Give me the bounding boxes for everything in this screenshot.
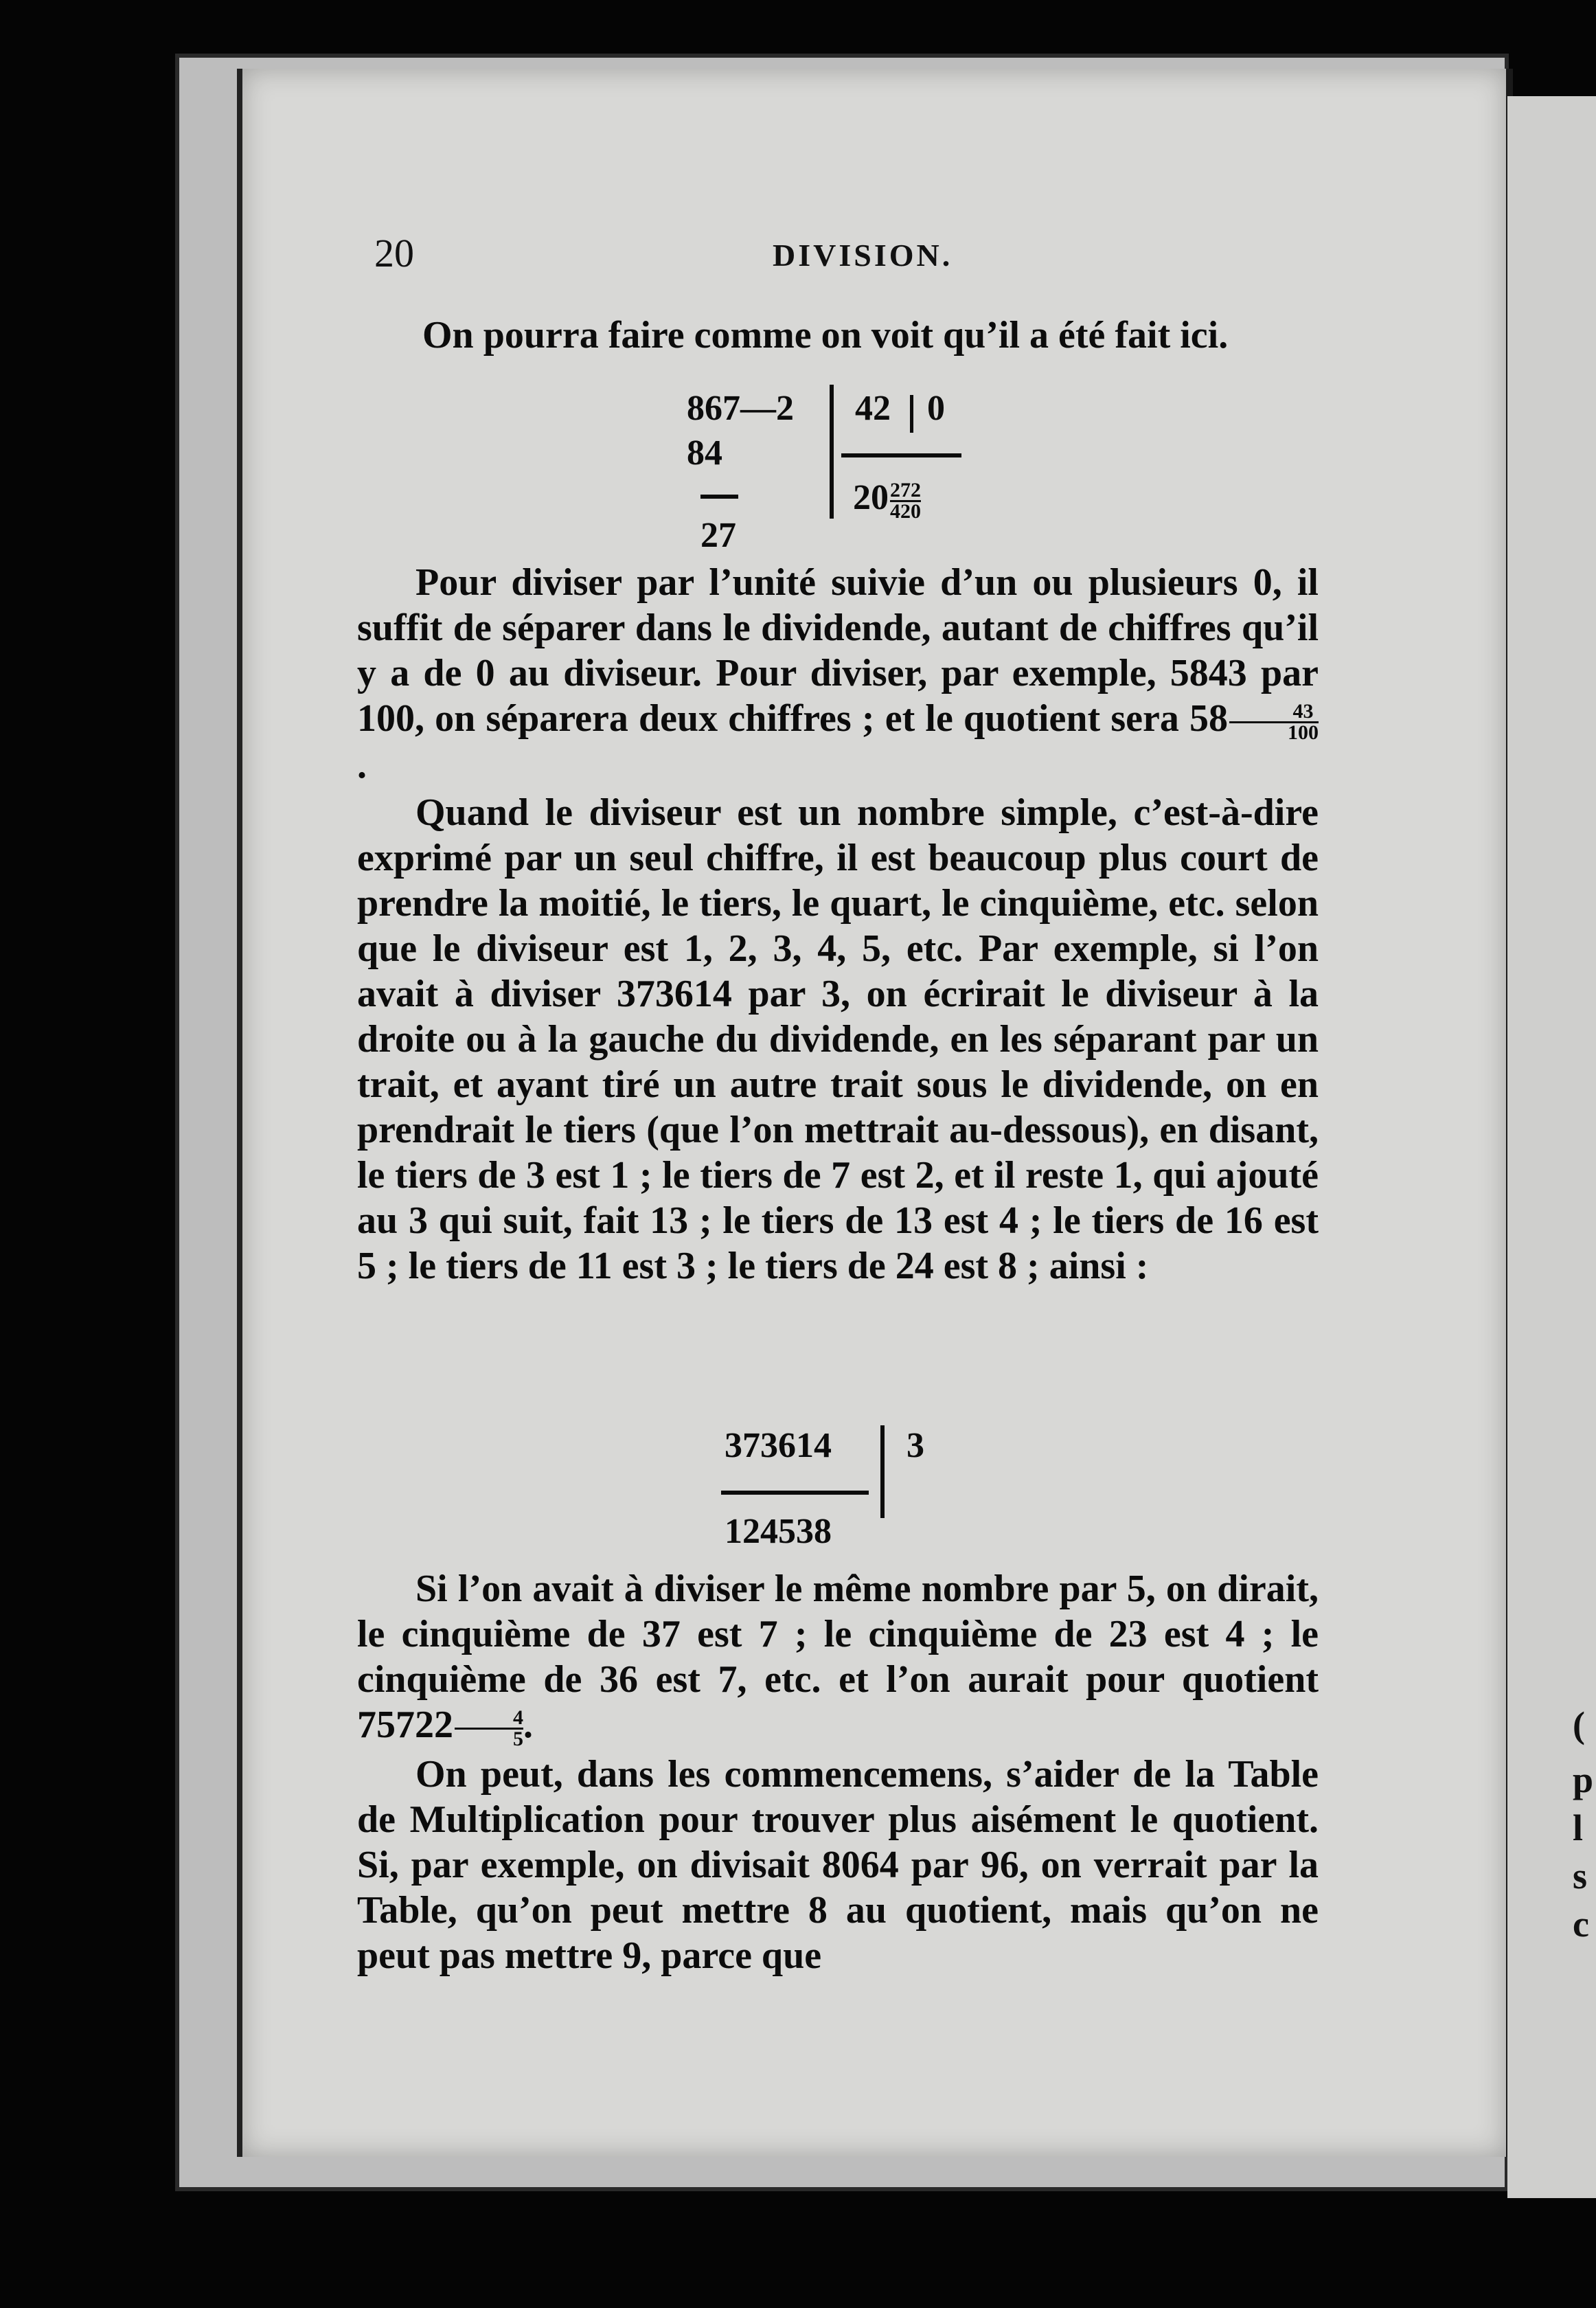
facing-page-fragment: s: [1573, 1855, 1588, 1897]
facing-page-fragment: l: [1573, 1807, 1584, 1848]
quotient: 20 $\frac{272}{420}$: [853, 478, 921, 523]
divisor: 3: [907, 1426, 924, 1465]
quotient: 124538: [725, 1512, 832, 1551]
rule: [700, 495, 738, 499]
paragraph-1: Pour diviser par l’unité suivie d’un ou plusieurs 0, il suffit de séparer dans le dividende, autant de chiffres qu’il y a de 0 au diviseur. Pour diviser, par exemple, 5843 par 100, on séparera deux chiffres ; et le quotient sera 58 $\frac{43}{100}$ .: [357, 561, 1319, 787]
remainder: 27: [700, 516, 736, 555]
paragraph-4: On peut, dans les commencemens, s’aider de la Table de Multiplication pour trouver plus aisément le quotient. Si, par exemple, on divisait 8064 par 96, on verrait par la Table, qu’on peut mettre 8 au quotient, mais qu’on ne peut pas mettre 9, parce que: [357, 1753, 1319, 1977]
quotient-rule: [721, 1491, 869, 1495]
dividend: 373614: [725, 1426, 832, 1465]
divisor: 42: [855, 389, 891, 428]
facing-page-fragment: (: [1573, 1704, 1585, 1745]
running-head: DIVISION.: [773, 238, 953, 273]
divisor-bar: [910, 395, 913, 433]
division-bar: [880, 1425, 885, 1518]
divisor-zero: 0: [927, 389, 945, 428]
page-header: [374, 230, 1322, 285]
division-bar: [830, 385, 834, 519]
subtraction-line: 84: [687, 433, 722, 473]
page-number: 20: [374, 231, 414, 275]
paragraph-2: Quand le diviseur est un nombre simple, c’est-à-dire exprimé par un seul chiffre, il est beaucoup plus court de prendre la moitié, le tiers, le quart, le cinquième, etc. selon que le diviseur est 1, 2, 3, 4, 5, etc. Par exemple, si l’on avait à diviser 373614 par 3, on écrirait le diviseur à la droite ou à la gauche du dividende, en les séparant par un trait, et ayant tiré un autre trait sous le dividende, on en prendrait le tiers (que l’on mettrait au-dessous), en disant, le tiers de 3 est 1 ; le tiers de 7 est 2, et il reste 1, qui ajouté au 3 qui suit, fait 13 ; le tiers de 13 est 4 ; le tiers de 16 est 5 ; le tiers de 11 est 3 ; le tiers de 24 est 8 ; ainsi :: [357, 791, 1319, 1287]
quotient-rule: [841, 453, 961, 457]
dividend-line: 867—2: [687, 389, 794, 428]
paragraph-3: Si l’on avait à diviser le même nombre par 5, on dirait, le cinquième de 37 est 7 ; le cinquième de 23 est 4 ; le cinquième de 36 est 7, etc. et l’on aurait pour quotient 75722 $\frac{4}{5}$ .: [357, 1568, 1319, 1750]
facing-page-fragment: p: [1573, 1759, 1594, 1800]
intro-line: On pourra faire comme on voit qu’il a été fait ici.: [422, 314, 1229, 357]
facing-page-fragment: c: [1573, 1903, 1589, 1945]
